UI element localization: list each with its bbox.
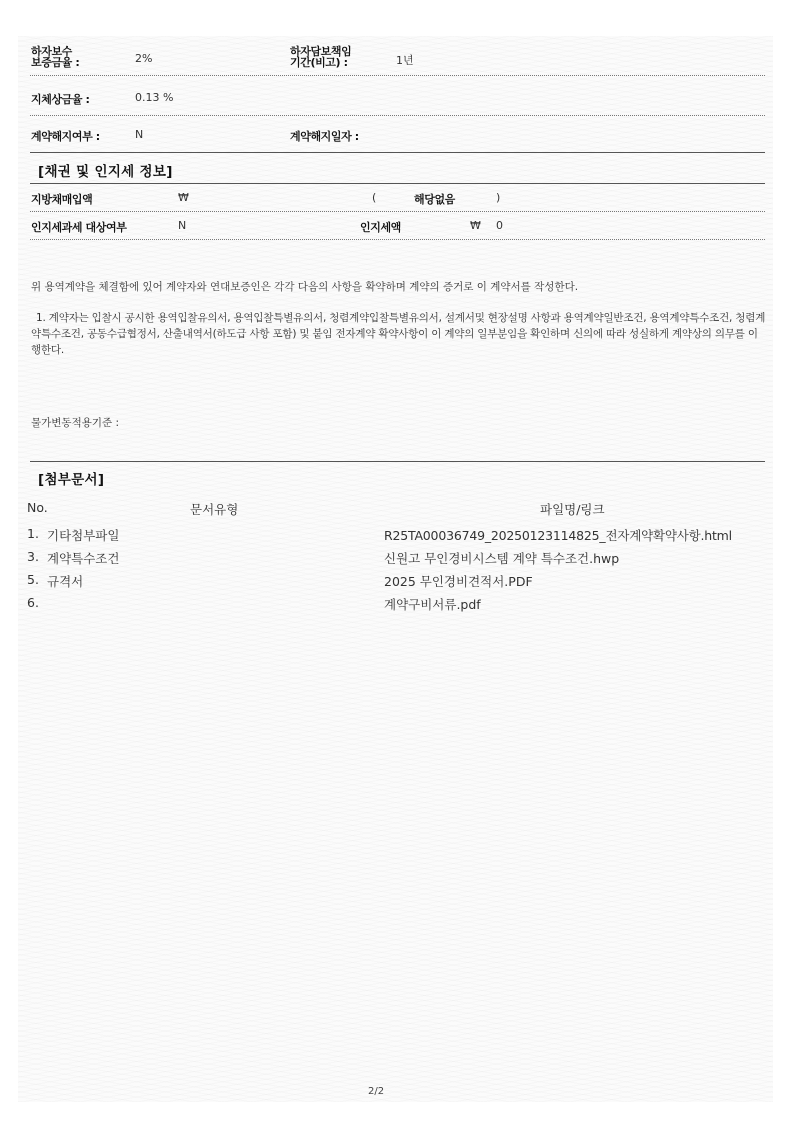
stamp-tax-target-value: N: [178, 219, 187, 232]
attachment-row-no: 1.: [27, 526, 39, 541]
page-number: 2/2: [368, 1086, 385, 1097]
column-header-no: No.: [27, 500, 48, 515]
column-header-file: 파일명/링크: [540, 502, 605, 517]
attachment-row-type: 기타첨부파일: [47, 528, 120, 543]
local-bond-label: 지방채매입액: [31, 193, 93, 206]
stamp-tax-amount: 0: [496, 219, 503, 232]
local-bond-paren-close: ): [496, 191, 501, 204]
attachment-file-link[interactable]: 신원고 무인경비시스템 계약 특수조건.hwp: [384, 551, 620, 566]
attachment-row-no: 5.: [27, 572, 39, 587]
local-bond-paren-open: (: [372, 191, 377, 204]
section-divider: [30, 183, 765, 184]
attachment-file-link[interactable]: 계약구비서류.pdf: [384, 597, 481, 612]
attachments-title: [첨부문서]: [38, 472, 105, 488]
clause-1-paragraph: 1. 계약자는 입찰시 공시한 용역입찰유의서, 용역입찰특별유의서, 청렴계약입찰특별유의서, 설계서및 현장설명 사항과 용역계약일반조건, 용역계약특수조건, 청렴계약특수조건, 공동수급협정서, 산출내역서(하도급 사항 포함) 및 붙임 전자계약 확약사항이 이 계약의 일부분임을 확인하며 신의에 따라 성실하게 계약상의 의무를 이행한다.: [31, 312, 766, 356]
attachment-row-type: 계약특수조건: [47, 551, 120, 566]
divider: [30, 211, 765, 212]
attachment-file-link[interactable]: R25TA00036749_20250123114825_전자계약확약사항.html: [384, 528, 732, 543]
warranty-period-label: 하자담보책임 기간(비고) :: [290, 45, 352, 69]
termination-date-label: 계약해지일자 :: [290, 130, 359, 143]
document-page: [18, 36, 773, 1102]
section-divider: [30, 461, 765, 462]
attachment-row-no: 3.: [27, 549, 39, 564]
column-header-type: 문서유형: [190, 502, 239, 517]
attachment-file-link[interactable]: 2025 무인경비견적서.PDF: [384, 574, 533, 589]
termination-value: N: [135, 128, 144, 141]
stamp-tax-currency: ₩: [470, 219, 481, 232]
stamp-tax-target-label: 인지세과세 대상여부: [31, 221, 127, 234]
divider: [30, 75, 765, 76]
warranty-rate-value: 2%: [135, 52, 153, 65]
late-penalty-label: 지체상금율 :: [31, 93, 90, 106]
termination-label: 계약해지여부 :: [31, 130, 100, 143]
price-adjustment-label: 물가변동적용기준 :: [31, 417, 120, 429]
bond-section-title: [채권 및 인지세 정보]: [38, 164, 173, 180]
attachment-row-type: 규격서: [47, 574, 84, 589]
local-bond-status: 해당없음: [414, 193, 455, 206]
divider: [30, 115, 765, 116]
section-divider: [30, 152, 765, 153]
late-penalty-value: 0.13 %: [135, 91, 174, 104]
attachment-row-no: 6.: [27, 595, 39, 610]
divider: [30, 239, 765, 240]
local-bond-currency: ₩: [178, 191, 189, 204]
warranty-period-value: 1년: [396, 54, 414, 67]
stamp-tax-amount-label: 인지세액: [360, 221, 401, 234]
intro-paragraph: 위 용역계약을 체결함에 있어 계약자와 연대보증인은 각각 다음의 사항을 확약하며 계약의 증거로 이 계약서를 작성한다.: [31, 281, 579, 293]
warranty-rate-label: 하자보수 보증금율 :: [31, 45, 80, 69]
